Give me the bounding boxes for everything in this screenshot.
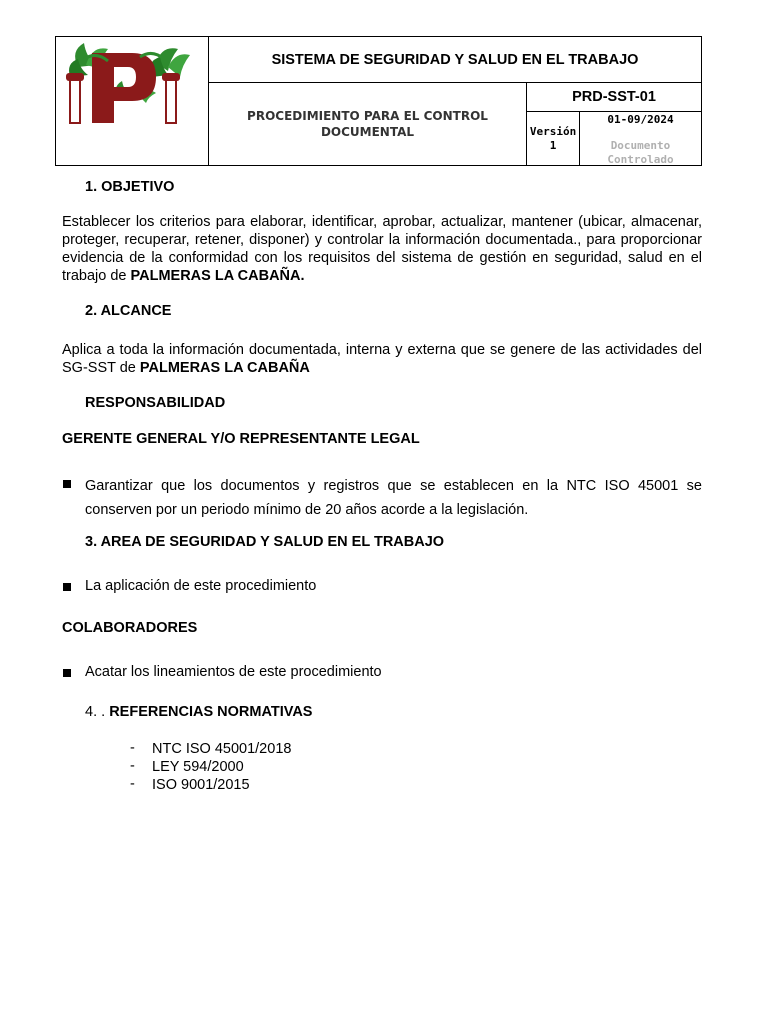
referencias-number: 4. . xyxy=(85,704,106,720)
objetivo-heading: 1. OBJETIVO xyxy=(85,179,175,195)
referencia-item: ISO 9001/2015 xyxy=(152,777,250,793)
area-heading: 3. AREA DE SEGURIDAD Y SALUD EN EL TRABAJO xyxy=(85,534,445,550)
gerente-item: Garantizar que los documentos y registros que se establecen en la NTC ISO 45001 se conserven por un periodo mínimo de 20 años acorde a la legislación. xyxy=(85,478,702,518)
responsabilidad-heading: RESPONSABILIDAD xyxy=(85,395,226,411)
bullet-icon xyxy=(63,480,71,488)
bullet-icon xyxy=(63,669,71,677)
alcance-paragraph xyxy=(62,341,702,377)
objetivo-text: Establecer los criterios para elaborar, identificar, aprobar, actualizar, mantener (ubicar, almacenar, proteger, recuperar, retener, disponer) y controlar la información documentada., para proporcionar evidencia de la conformidad con los requisitos del sistema de gestión en seguridad, salud en el trabajo de xyxy=(62,214,702,284)
company-name: PALMERAS LA CABAÑA xyxy=(139,360,310,376)
referencia-item: LEY 594/2000 xyxy=(152,759,244,775)
document-header-table xyxy=(55,36,702,166)
alcance-text: Aplica a toda la información documentada, interna y externa que se genere de las actividades del SG-SST de xyxy=(62,342,702,376)
bullet-icon xyxy=(63,583,71,591)
dash-marker: - xyxy=(130,776,135,792)
palm-logo-icon xyxy=(56,37,208,165)
control-status: Documento Controlado xyxy=(607,139,674,166)
system-title: SISTEMA DE SEGURIDAD Y SALUD EN EL TRABAJO xyxy=(209,37,701,83)
gerente-heading: GERENTE GENERAL Y/O REPRESENTANTE LEGAL xyxy=(62,431,420,447)
referencias-heading xyxy=(85,704,312,720)
dash-marker: - xyxy=(130,740,135,756)
dash-marker: - xyxy=(130,758,135,774)
area-item: La aplicación de este procedimiento xyxy=(85,578,317,594)
colaboradores-item: Acatar los lineamientos de este procedimiento xyxy=(85,664,382,680)
procedure-title: PROCEDIMIENTO PARA EL CONTROL DOCUMENTAL xyxy=(209,83,527,165)
document-code: PRD-SST-01 xyxy=(527,83,701,112)
company-name: PALMERAS LA CABAÑA. xyxy=(130,268,305,284)
document-date: 01-09/2024 xyxy=(607,113,674,126)
referencia-item: NTC ISO 45001/2018 xyxy=(152,741,292,757)
document-version: Versión 1 xyxy=(527,112,580,165)
colaboradores-heading: COLABORADORES xyxy=(62,620,198,636)
date-cell xyxy=(580,112,701,165)
objetivo-paragraph xyxy=(62,213,702,285)
alcance-heading: 2. ALCANCE xyxy=(85,303,172,319)
referencias-title: REFERENCIAS NORMATIVAS xyxy=(109,704,313,720)
company-logo xyxy=(56,37,209,165)
